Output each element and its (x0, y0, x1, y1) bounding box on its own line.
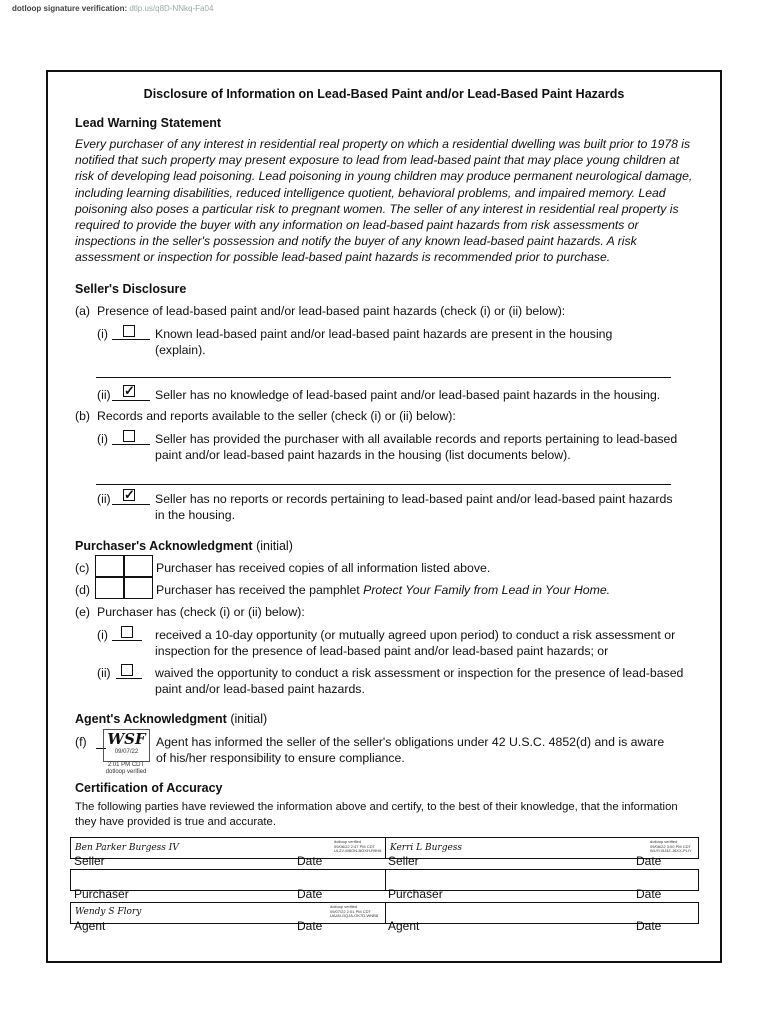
stamp-date: 09/07/22 (114, 749, 139, 755)
lead-warning-text: Every purchaser of any interest in residential real property on which a residential dwelling was built prior to 1978 is notified that such property may present exposure to lead from lead-based paint that may place young children at risk of developing lead poisoning. Lead poisoning in young children may produce permanent neurological damage, including learning disabilities, reduced intelligence quotient, behavioral problems, and impaired memory. Lead poisoning also poses a particular risk to pregnant women. The seller of any interest in residential real property is required to provide the buyer with any information on lead-based paint hazards from risk assessments or inspections in the seller's possession and notify the buyer of any known lead-based paint hazards. A risk assessment or inspection for possible lead-based paint hazards is recommended prior to purchase. (75, 137, 693, 265)
verification-header (12, 4, 213, 13)
seller-b-documents-line (96, 484, 671, 485)
checkmark-icon: ✓ (124, 383, 135, 398)
purchaser-e-ii-label: (ii) (97, 666, 111, 680)
seller1-date-label: Date (297, 854, 323, 868)
seller-b-ii-text: Seller has no reports or records pertaining to lead-based paint and/or lead-based paint hazards in the housing. (155, 492, 673, 522)
seller2-date-label: Date (636, 854, 662, 868)
purchaser1-initial-c[interactable] (95, 555, 124, 577)
seller1-verification: dotloop verified 09/08/22 2:47 PM CDT UL2V-W8GN-BOXH-R9H8 (334, 839, 382, 853)
seller-a-i-label: (i) (97, 327, 108, 341)
seller1-signature[interactable]: Ben Parker Burgess IV (75, 843, 179, 853)
checkmark-icon: ✓ (124, 487, 135, 502)
agent-initials: WSF (107, 730, 146, 748)
stamp-caption (96, 762, 156, 776)
seller-a-label: (a) (75, 304, 91, 318)
agent-f-label: (f) (75, 735, 87, 749)
seller-a-ii-checkbox[interactable] (123, 385, 135, 397)
agent1-date-label: Date (297, 919, 323, 933)
seller-disclosure-heading: Seller's Disclosure (75, 282, 187, 296)
lead-warning-heading: Lead Warning Statement (75, 116, 222, 130)
document-title: Disclosure of Information on Lead-Based Paint and/or Lead-Based Paint Hazards (143, 87, 625, 101)
seller-b-i-checkbox[interactable] (123, 430, 135, 442)
purchaser-e-i-text: received a 10-day opportunity (or mutually agreed upon period) to conduct a risk assessment or inspection for the presence of lead-based paint and/or lead-based paint hazards; or (155, 628, 676, 658)
certification-heading: Certification of Accuracy (75, 781, 223, 795)
agent-ack-suffix: (initial) (230, 712, 268, 726)
purchaser1-label: Purchaser (74, 887, 129, 901)
purchaser-e-label: (e) (75, 605, 91, 619)
purchaser2-date-label: Date (636, 887, 662, 901)
purchaser2-initial-c[interactable] (124, 555, 153, 577)
purchaser-d-label: (d) (75, 583, 91, 597)
purchaser2-label: Purchaser (388, 887, 443, 901)
agent2-label: Agent (388, 919, 420, 933)
seller-b-ii-checkbox[interactable] (123, 489, 135, 501)
purchaser2-initial-d[interactable] (124, 577, 153, 599)
pamphlet-title: Protect Your Family from Lead in Your Home. (363, 583, 611, 597)
purchaser-e-text: Purchaser has (check (i) or (ii) below): (97, 605, 305, 619)
agent1-verification: dotloop verified 09/07/22 2:01 PM CDT UA4N-GQJA-OK7D-WNB8 (330, 904, 379, 918)
purchaser-c-label: (c) (75, 561, 90, 575)
seller-a-ii-label: (ii) (97, 388, 111, 402)
seller1-label: Seller (74, 854, 105, 868)
stamp-time: 2:01 PM CDT (107, 762, 145, 768)
verification-url[interactable]: dtlp.us/q8D-NNkq-Fa04 (129, 4, 214, 13)
seller-a-i-checkbox[interactable] (123, 325, 135, 337)
seller-b-text: Records and reports available to the seller (check (i) or (ii) below): (97, 409, 456, 423)
agent-ack-heading (75, 712, 267, 726)
purchaser-e-i-checkbox[interactable] (121, 626, 133, 638)
agent-f-text: Agent has informed the seller of the seller's obligations under 42 U.S.C. 4852(d) and is aware of his/her responsibility to ensure compliance. (156, 735, 665, 765)
purchaser-d-plain: Purchaser has received the pamphlet (156, 583, 364, 597)
seller2-label: Seller (388, 854, 419, 868)
purchaser-d-text (156, 582, 610, 598)
certification-text: The following parties have reviewed the information above and certify, to the best of their knowledge, that the information they have provided is true and accurate. (75, 801, 678, 828)
seller-b-i-text: Seller has provided the purchaser with all available records and reports pertaining to lead-based paint and/or lead-based paint hazards in the housing (list documents below). (155, 432, 678, 462)
seller-a-explain-line (96, 377, 671, 378)
agent-ack-title: Agent's Acknowledgment (75, 712, 227, 726)
seller-a-i-text: Known lead-based paint and/or lead-based paint hazards are present in the housing (explain). (155, 327, 613, 357)
seller2-signature[interactable]: Kerri L Burgess (390, 843, 463, 853)
purchaser-ack-title: Purchaser's Acknowledgment (75, 539, 253, 553)
seller-b-i-label: (i) (97, 432, 108, 446)
seller-b-ii-label: (ii) (97, 492, 111, 506)
purchaser-ack-heading (75, 539, 293, 553)
purchaser-e-ii-text: waived the opportunity to conduct a risk assessment or inspection for the presence of lead-based paint and/or lead-based paint hazards. (155, 666, 684, 696)
purchaser1-initial-d[interactable] (95, 577, 124, 599)
purchaser-e-ii-checkbox[interactable] (121, 664, 133, 676)
purchaser-ack-suffix: (initial) (256, 539, 293, 553)
verification-label: dotloop signature verification: (12, 4, 128, 13)
agent1-signature[interactable]: Wendy S Flory (75, 907, 142, 917)
stamp-verified: dotloop verified (105, 769, 147, 775)
seller-a-ii-text: Seller has no knowledge of lead-based paint and/or lead-based paint hazards in the housing. (155, 388, 661, 402)
purchaser-e-i-label: (i) (97, 628, 108, 642)
agent2-date-label: Date (636, 919, 662, 933)
seller-a-text: Presence of lead-based paint and/or lead-based paint hazards (check (i) or (ii) below): (97, 304, 566, 318)
seller2-verification: dotloop verified 09/08/22 3:00 PM CDT WUIY-BJ4Z-J6XX-PLIY (650, 839, 692, 853)
purchaser-c-text: Purchaser has received copies of all information listed above. (156, 561, 491, 575)
purchaser1-date-label: Date (297, 887, 323, 901)
agent-initial-stamp[interactable] (103, 729, 150, 762)
seller-b-label: (b) (75, 409, 91, 423)
agent1-label: Agent (74, 919, 106, 933)
